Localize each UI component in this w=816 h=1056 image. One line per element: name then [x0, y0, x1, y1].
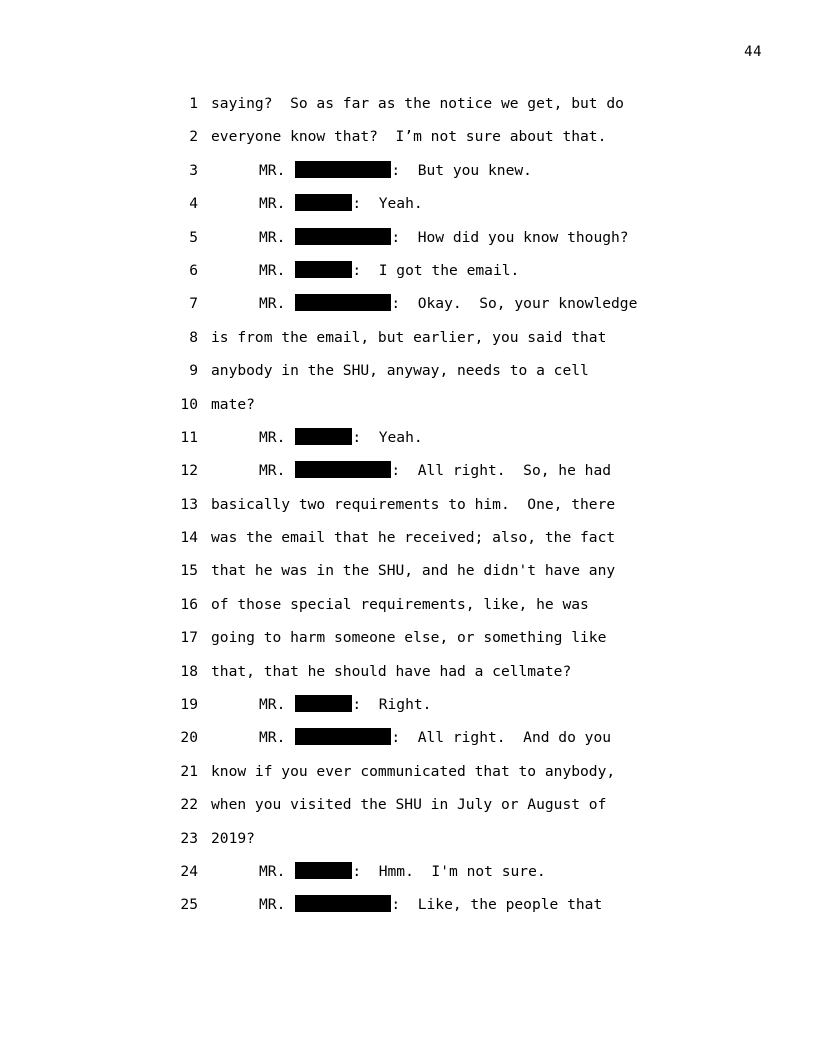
line-number: 7	[189, 295, 198, 313]
transcript-line	[0, 593, 816, 626]
speaker-line	[259, 426, 423, 450]
line-number: 25	[180, 896, 198, 914]
line-number: 3	[189, 161, 198, 179]
line-number: 10	[180, 395, 198, 413]
redaction-box	[295, 461, 391, 478]
line-number: 5	[189, 228, 198, 246]
transcript-line	[0, 159, 816, 192]
transcript-line	[0, 827, 816, 860]
redaction-box	[295, 294, 391, 311]
line-number: 11	[180, 428, 198, 446]
line-text: that he was in the SHU, and he didn't have any	[211, 562, 616, 580]
speaker-line	[259, 459, 611, 483]
speaker-prefix: MR.	[259, 462, 286, 480]
redaction-box	[295, 261, 352, 278]
line-number: 24	[180, 862, 198, 880]
speaker-text: : Like, the people that	[391, 896, 603, 914]
speaker-line	[259, 860, 546, 884]
line-number: 21	[180, 762, 198, 780]
speaker-line	[259, 726, 611, 750]
line-number: 20	[180, 729, 198, 747]
speaker-line	[259, 693, 431, 717]
speaker-line	[259, 226, 629, 250]
line-number: 19	[180, 696, 198, 714]
line-text: of those special requirements, like, he was	[211, 595, 589, 613]
speaker-text: : But you knew.	[391, 161, 532, 179]
redaction-box	[295, 161, 391, 178]
transcript-line	[0, 660, 816, 693]
line-number: 12	[180, 462, 198, 480]
transcript-body	[0, 92, 816, 927]
speaker-line	[259, 159, 532, 183]
line-text: is from the email, but earlier, you said that	[211, 328, 607, 346]
redaction-box	[295, 695, 352, 712]
line-text: going to harm someone else, or something like	[211, 629, 607, 647]
transcript-line	[0, 626, 816, 659]
line-text: know if you ever communicated that to anybody,	[211, 762, 616, 780]
transcript-line	[0, 259, 816, 292]
speaker-prefix: MR.	[259, 261, 286, 279]
transcript-line	[0, 426, 816, 459]
transcript-line	[0, 226, 816, 259]
line-number: 16	[180, 595, 198, 613]
line-text: saying? So as far as the notice we get, but do	[211, 95, 624, 112]
line-text: when you visited the SHU in July or August of	[211, 796, 607, 814]
transcript-line	[0, 393, 816, 426]
line-number: 13	[180, 495, 198, 513]
redaction-box	[295, 862, 352, 879]
line-text: that, that he should have had a cellmate?	[211, 662, 572, 680]
transcript-line	[0, 326, 816, 359]
transcript-line	[0, 459, 816, 492]
transcript-line	[0, 693, 816, 726]
speaker-prefix: MR.	[259, 428, 286, 446]
transcript-line	[0, 860, 816, 893]
page-number: 44	[744, 44, 762, 60]
redaction-box	[295, 228, 391, 245]
speaker-line	[259, 292, 637, 316]
line-number: 2	[189, 128, 198, 146]
speaker-prefix: MR.	[259, 696, 286, 714]
redaction-box	[295, 194, 352, 211]
transcript-line	[0, 559, 816, 592]
speaker-line	[259, 259, 519, 283]
speaker-text: : Okay. So, your knowledge	[391, 295, 638, 313]
transcript-line	[0, 92, 816, 125]
line-number: 22	[180, 796, 198, 814]
redaction-box	[295, 428, 352, 445]
speaker-text: : I got the email.	[352, 261, 520, 279]
transcript-line	[0, 793, 816, 826]
line-text: mate?	[211, 395, 255, 413]
transcript-line	[0, 292, 816, 325]
speaker-text: : Yeah.	[352, 195, 423, 213]
speaker-text: : All right. So, he had	[391, 462, 612, 480]
speaker-text: : Yeah.	[352, 428, 423, 446]
transcript-line	[0, 493, 816, 526]
line-text: everyone know that? I’m not sure about that.	[211, 128, 607, 146]
line-number: 8	[189, 328, 198, 346]
speaker-text: : All right. And do you	[391, 729, 612, 747]
line-number: 18	[180, 662, 198, 680]
speaker-prefix: MR.	[259, 729, 286, 747]
line-number: 9	[189, 362, 198, 380]
transcript-line	[0, 760, 816, 793]
line-number: 17	[180, 629, 198, 647]
transcript-line	[0, 893, 816, 926]
speaker-prefix: MR.	[259, 295, 286, 313]
redaction-box	[295, 728, 391, 745]
transcript-line	[0, 526, 816, 559]
speaker-text: : How did you know though?	[391, 228, 629, 246]
line-text: 2019?	[211, 829, 255, 847]
transcript-line	[0, 359, 816, 392]
speaker-line	[259, 192, 423, 216]
line-number: 14	[180, 529, 198, 547]
speaker-prefix: MR.	[259, 195, 286, 213]
transcript-line	[0, 192, 816, 225]
transcript-line	[0, 726, 816, 759]
line-text: anybody in the SHU, anyway, needs to a cell	[211, 362, 589, 380]
transcript-line	[0, 125, 816, 158]
line-text: was the email that he received; also, the fact	[211, 529, 616, 547]
line-number: 23	[180, 829, 198, 847]
speaker-prefix: MR.	[259, 228, 286, 246]
speaker-text: : Hmm. I'm not sure.	[352, 862, 546, 880]
line-number: 1	[189, 95, 198, 112]
line-text: basically two requirements to him. One, there	[211, 495, 616, 513]
line-number: 15	[180, 562, 198, 580]
speaker-prefix: MR.	[259, 161, 286, 179]
speaker-text: : Right.	[352, 696, 432, 714]
line-number: 4	[189, 195, 198, 213]
speaker-line	[259, 893, 602, 917]
redaction-box	[295, 895, 391, 912]
speaker-prefix: MR.	[259, 862, 286, 880]
line-number: 6	[189, 261, 198, 279]
speaker-prefix: MR.	[259, 896, 286, 914]
